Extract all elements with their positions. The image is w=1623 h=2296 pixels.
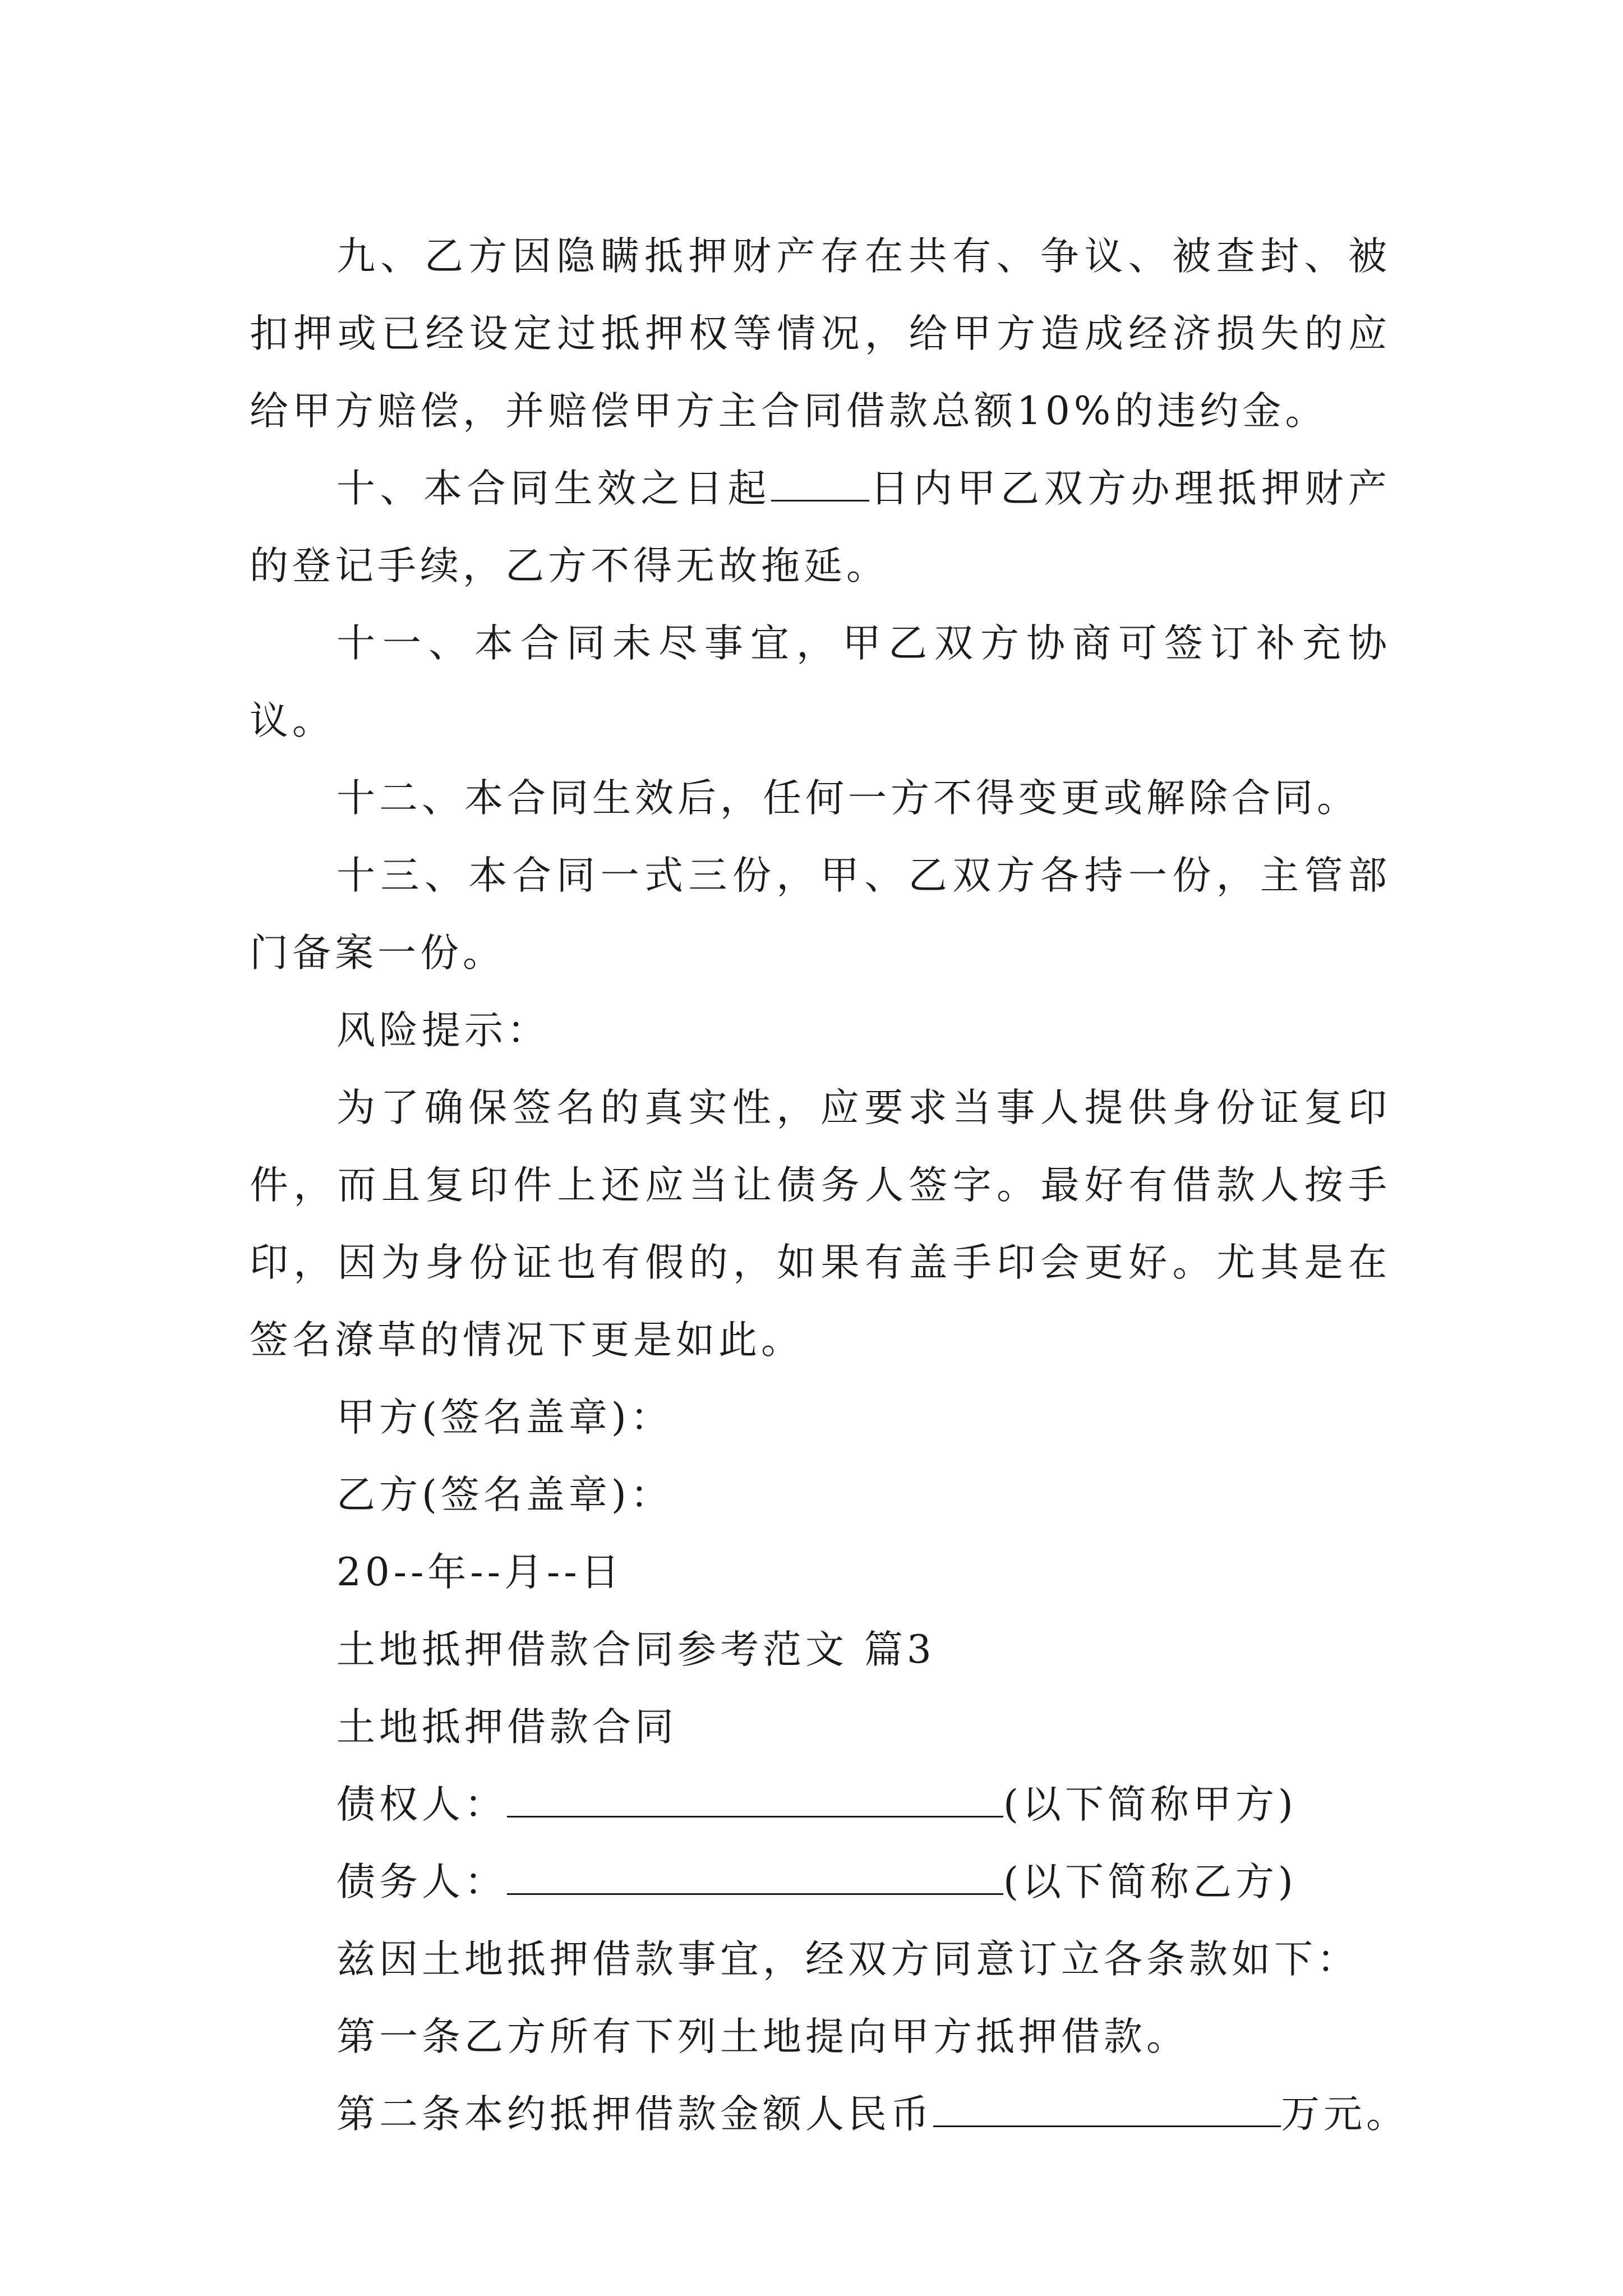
- debtor-blank: [507, 1860, 1003, 1895]
- party-a-signature: 甲方(签名盖章)：: [336, 1395, 673, 1440]
- risk-heading: 风险提示：: [336, 1008, 550, 1053]
- creditor-label: 债权人：: [336, 1782, 507, 1827]
- debtor-label: 债务人：: [336, 1860, 507, 1904]
- article-1: 第一条乙方所有下列土地提向甲方抵押借款。: [336, 2014, 1189, 2059]
- clause-10-end: 日内甲乙双方办理抵押财产的登记手续，乙方不得无故拖延。: [250, 466, 1391, 588]
- section-title: 土地抵押借款合同参考范文 篇3: [336, 1627, 935, 1672]
- debtor-line: [250, 1843, 1391, 1921]
- clause-10: [250, 450, 1391, 605]
- clause-11: 十一、本合同未尽事宜，甲乙双方协商可签订补充协议。: [250, 621, 1391, 743]
- preamble: 兹因土地抵押借款事宜，经双方同意订立各条款如下：: [336, 1937, 1359, 1982]
- creditor-line: [250, 1766, 1391, 1843]
- article-2-end: 万元。: [1281, 2092, 1409, 2137]
- loan-amount-blank: [933, 2092, 1281, 2127]
- document-body: [250, 218, 1409, 2153]
- article-2: [250, 2076, 1409, 2153]
- clause-13: 十三、本合同一式三份，甲、乙双方各持一份，主管部门备案一份。: [250, 853, 1391, 976]
- debtor-suffix: (以下简称乙方): [1003, 1860, 1297, 1904]
- article-2-start: 第二条本约抵押借款金额人民币: [336, 2092, 933, 2137]
- clause-10-days-blank: [771, 466, 869, 501]
- party-b-signature: 乙方(签名盖章)：: [336, 1473, 673, 1517]
- risk-text: 为了确保签名的真实性，应要求当事人提供身份证复印件，而且复印件上还应当让债务人签字。最好有借款人按手印，因为身份证也有假的，如果有盖手印会更好。尤其是在签名潦草的情况下更是如此。: [250, 1085, 1391, 1363]
- creditor-blank: [507, 1782, 1003, 1818]
- clause-10-start: 十、本合同生效之日起: [336, 466, 771, 511]
- creditor-suffix: (以下简称甲方): [1003, 1782, 1297, 1827]
- contract-title: 土地抵押借款合同: [336, 1705, 677, 1750]
- clause-12: 十二、本合同生效后，任何一方不得变更或解除合同。: [336, 776, 1359, 821]
- date-line: 20--年--月--日: [336, 1550, 624, 1595]
- clause-9: 九、乙方因隐瞒抵押财产存在共有、争议、被查封、被扣押或已经设定过抵押权等情况，给甲方造成经济损失的应给甲方赔偿，并赔偿甲方主合同借款总额10%的违约金。: [250, 234, 1391, 434]
